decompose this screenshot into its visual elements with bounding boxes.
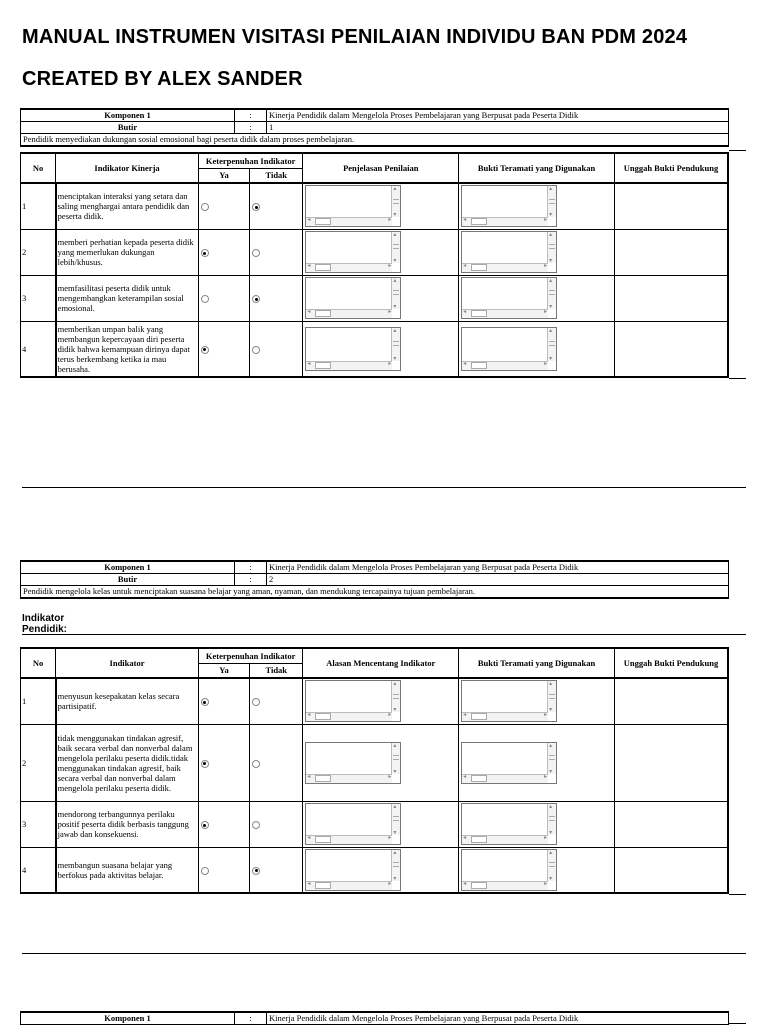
radio-tidak[interactable] [252,867,260,875]
horizontal-scrollbar[interactable] [462,217,548,226]
indicator-row [21,678,729,724]
explanation-textarea[interactable] [305,849,401,891]
vertical-scrollbar[interactable] [547,850,556,881]
indicator-row [21,847,729,893]
evidence-textarea[interactable] [461,680,557,722]
indicator-row [21,275,729,321]
evidence-textarea[interactable] [461,327,557,371]
vertical-scrollbar[interactable] [547,186,556,217]
horizontal-scrollbar[interactable] [306,217,392,226]
explanation-textarea[interactable] [305,185,401,227]
row-number: 4 [21,847,56,893]
indicator-text: mendorong terbangunnya perilaku positif peserta didik berbasis tanggung jawab dan konsekuensi. [56,801,199,847]
header-indikator: Indikator [56,648,199,678]
row-number: 2 [21,724,56,801]
vertical-scrollbar[interactable] [547,681,556,712]
vertical-scrollbar[interactable] [391,850,400,881]
section3-info-table [20,1011,729,1025]
horizontal-scrollbar[interactable] [306,774,392,783]
divider [729,378,746,379]
radio-tidak[interactable] [252,295,260,303]
vertical-scrollbar[interactable] [547,804,556,835]
vertical-scrollbar[interactable] [547,278,556,309]
butir-value: 2 [267,574,729,586]
indicator-row [21,801,729,847]
header-alasan: Alasan Mencentang Indikator [303,648,459,678]
butir-description: Pendidik menyediakan dukungan sosial emosional bagi peserta didik dalam proses pembelajaran. [21,134,729,147]
indicator-text: tidak menggunakan tindakan agresif, baik secara verbal dan nonverbal dalam mengelola perilaku peserta didik.tidak menggunakan tindakan agresif, baik secara verbal dan nonverbal dalam mengelola perilaku peserta didik. [56,724,199,801]
header-ya: Ya [198,663,249,678]
section2-indicator-table [20,647,729,894]
upload-cell[interactable] [614,847,728,893]
upload-cell[interactable] [614,275,728,321]
radio-ya[interactable] [201,821,209,829]
header-keterpenuhan: Keterpenuhan Indikator [198,648,303,663]
header-tidak: Tidak [250,168,303,183]
komponen-value: Kinerja Pendidik dalam Mengelola Proses Pembelajaran yang Berpusat pada Peserta Didik [267,1012,729,1025]
komponen-label: Komponen 1 [21,109,235,122]
horizontal-scrollbar[interactable] [306,835,392,844]
section1-indicator-table [20,152,729,378]
evidence-textarea[interactable] [461,185,557,227]
radio-tidak[interactable] [252,249,260,257]
explanation-textarea[interactable] [305,231,401,273]
document-title: MANUAL INSTRUMEN VISITASI PENILAIAN INDIVIDU BAN PDM 2024 [22,26,688,48]
indicator-text: memfasilitasi peserta didik untuk mengembangkan keterampilan sosial emosional. [56,275,199,321]
indicator-text: menciptakan interaksi yang setara dan saling menghargai antara pendidik dan peserta didik. [56,183,199,229]
vertical-scrollbar[interactable] [547,743,556,774]
horizontal-scrollbar[interactable] [462,263,548,272]
explanation-textarea[interactable] [305,327,401,371]
indicator-text: menyusun kesepakatan kelas secara partisipatif. [56,678,199,724]
radio-ya[interactable] [201,760,209,768]
colon: : [235,1012,267,1025]
explanation-textarea[interactable] [305,742,401,784]
evidence-textarea[interactable] [461,849,557,891]
indicator-row [21,183,729,229]
vertical-scrollbar[interactable] [391,186,400,217]
header-bukti: Bukti Teramati yang Digunakan [459,648,615,678]
divider [729,150,746,151]
header-ya: Ya [198,168,249,183]
explanation-textarea[interactable] [305,277,401,319]
horizontal-scrollbar[interactable] [462,881,548,890]
page-divider [22,487,746,488]
section2-info-table [20,560,729,599]
komponen-value: Kinerja Pendidik dalam Mengelola Proses Pembelajaran yang Berpusat pada Peserta Didik [267,561,729,574]
colon: : [235,109,267,122]
header-unggah: Unggah Bukti Pendukung [614,153,728,183]
divider [729,894,746,895]
row-number: 1 [21,183,56,229]
horizontal-scrollbar[interactable] [462,835,548,844]
radio-ya[interactable] [201,295,209,303]
indicator-row [21,229,729,275]
horizontal-scrollbar[interactable] [462,361,548,370]
komponen-label: Komponen 1 [21,1012,235,1025]
horizontal-scrollbar[interactable] [306,361,392,370]
row-number: 1 [21,678,56,724]
upload-cell[interactable] [614,678,728,724]
radio-ya[interactable] [201,203,209,211]
header-no: No [21,153,56,183]
header-indikator: Indikator Kinerja [56,153,199,183]
indicator-row [21,321,729,377]
colon: : [235,561,267,574]
explanation-textarea[interactable] [305,803,401,845]
header-no: No [21,648,56,678]
section1-info-table [20,108,729,147]
vertical-scrollbar[interactable] [391,232,400,263]
radio-ya[interactable] [201,346,209,354]
vertical-scrollbar[interactable] [547,328,556,361]
page-divider [22,953,746,954]
upload-cell[interactable] [614,183,728,229]
horizontal-scrollbar[interactable] [462,309,548,318]
horizontal-scrollbar[interactable] [306,309,392,318]
row-number: 3 [21,801,56,847]
komponen-label: Komponen 1 [21,561,235,574]
explanation-textarea[interactable] [305,680,401,722]
header-tidak: Tidak [250,663,303,678]
butir-description: Pendidik mengelola kelas untuk menciptakan suasana belajar yang aman, nyaman, dan mendukung tercapainya tujuan pembelajaran. [21,586,729,599]
indicator-row [21,724,729,801]
radio-tidak[interactable] [252,698,260,706]
document-subtitle: CREATED BY ALEX SANDER [22,68,303,90]
row-number: 3 [21,275,56,321]
indicator-text: membangun suasana belajar yang berfokus pada aktivitas belajar. [56,847,199,893]
butir-label: Butir [21,122,235,134]
radio-tidak[interactable] [252,821,260,829]
colon: : [235,574,267,586]
vertical-scrollbar[interactable] [391,328,400,361]
evidence-textarea[interactable] [461,277,557,319]
header-bukti: Bukti Teramati yang Digunakan [459,153,615,183]
vertical-scrollbar[interactable] [547,232,556,263]
header-penjelasan: Penjelasan Penilaian [303,153,459,183]
vertical-scrollbar[interactable] [391,743,400,774]
indicator-text: memberi perhatian kepada peserta didik yang memerlukan dukungan lebih/khusus. [56,229,199,275]
vertical-scrollbar[interactable] [391,681,400,712]
evidence-textarea[interactable] [461,742,557,784]
horizontal-scrollbar[interactable] [306,263,392,272]
horizontal-scrollbar[interactable] [306,881,392,890]
radio-tidak[interactable] [252,346,260,354]
indicator-text: memberikan umpan balik yang membangun kepercayaan diri peserta didik bahwa kemampuan dirinya dapat terus berkembang ketika ia mau berusaha. [56,321,199,377]
row-number: 4 [21,321,56,377]
radio-tidak[interactable] [252,760,260,768]
header-keterpenuhan: Keterpenuhan Indikator [198,153,303,168]
radio-ya[interactable] [201,867,209,875]
horizontal-scrollbar[interactable] [462,774,548,783]
indikator-section-label: Indikator Pendidik: [22,613,68,635]
upload-cell[interactable] [614,801,728,847]
evidence-textarea[interactable] [461,231,557,273]
radio-tidak[interactable] [252,203,260,211]
butir-label: Butir [21,574,235,586]
radio-ya[interactable] [201,698,209,706]
row-number: 2 [21,229,56,275]
section-divider [22,634,746,635]
evidence-textarea[interactable] [461,803,557,845]
colon: : [235,122,267,134]
radio-ya[interactable] [201,249,209,257]
upload-cell[interactable] [614,229,728,275]
horizontal-scrollbar[interactable] [462,712,548,721]
upload-cell[interactable] [614,724,728,801]
butir-value: 1 [267,122,729,134]
vertical-scrollbar[interactable] [391,278,400,309]
vertical-scrollbar[interactable] [391,804,400,835]
header-unggah: Unggah Bukti Pendukung [614,648,728,678]
upload-cell[interactable] [614,321,728,377]
horizontal-scrollbar[interactable] [306,712,392,721]
komponen-value: Kinerja Pendidik dalam Mengelola Proses Pembelajaran yang Berpusat pada Peserta Didik [267,109,729,122]
